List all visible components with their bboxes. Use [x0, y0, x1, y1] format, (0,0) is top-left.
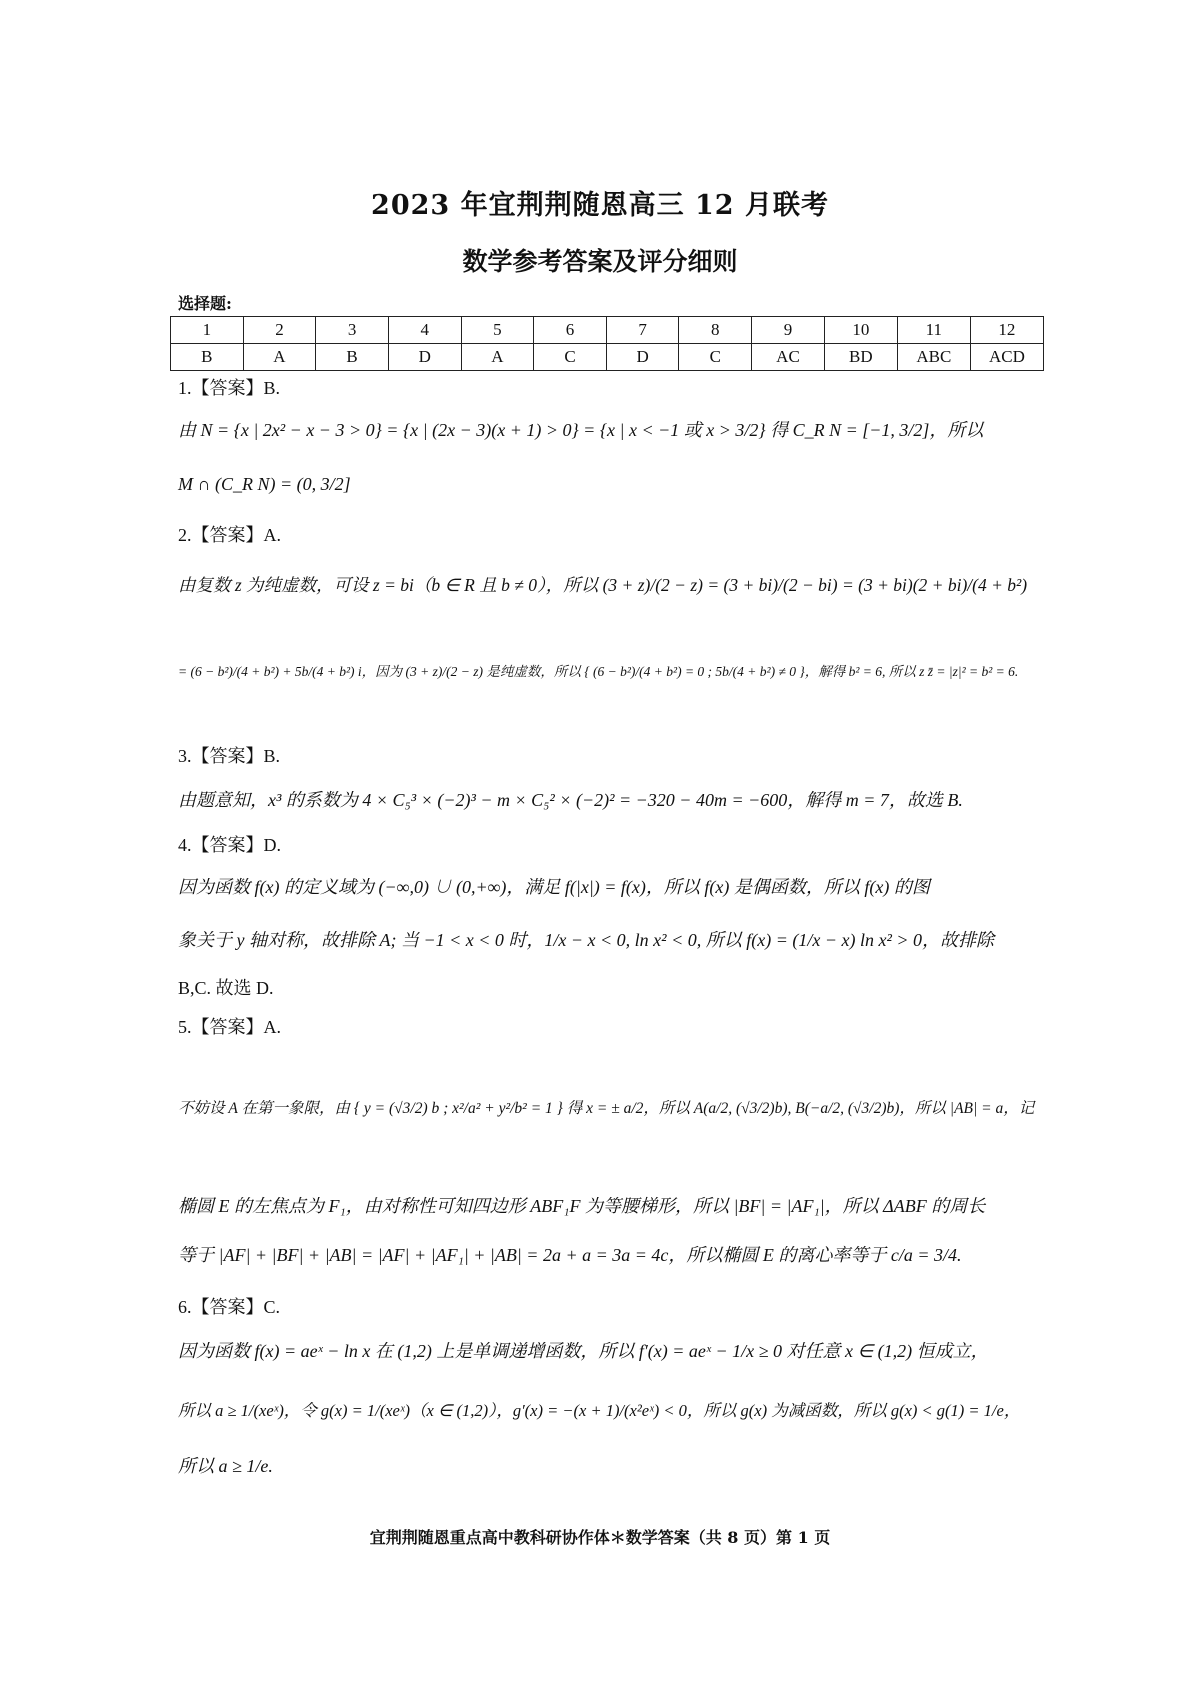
answer-cell: ABC — [897, 344, 970, 371]
q5-solution-line-3: 等于 |AF| + |BF| + |AB| = |AF| + |AF₁| + |AB| = 2a + a = 3a = 4c，所以椭圆 E 的离心率等于 c/a = 3/4. — [178, 1245, 962, 1265]
question-number: 12 — [970, 317, 1043, 344]
q3-heading: 3.【答案】B. — [178, 746, 281, 766]
question-number: 8 — [679, 317, 752, 344]
question-number: 3 — [316, 317, 389, 344]
q1-solution-line-1: 由 N = {x | 2x² − x − 3 > 0} = {x | (2x − 3)(x + 1) > 0} = {x | x < −1 或 x > 3/2} 得 C_R N = [−1, 3/2]，所以 — [178, 420, 984, 440]
q5-solution-line-1: 不妨设 A 在第一象限，由 { y = (√3/2) b ; x²/a² + y²/b² = 1 } 得 x = ± a/2，所以 A(a/2, (√3/2)b), B(−a/2, (√3/2)b)，所以 |AB| = a，记 — [178, 1100, 1035, 1117]
q4-solution-line-2: 象关于 y 轴对称，故排除 A; 当 −1 < x < 0 时，1/x − x < 0, ln x² < 0, 所以 f(x) = (1/x − x) ln x² > 0，故排除 — [178, 930, 994, 950]
q5-solution-line-2: 椭圆 E 的左焦点为 F₁，由对称性可知四边形 ABF₁F 为等腰梯形，所以 |BF| = |AF₁|，所以 ΔABF 的周长 — [178, 1196, 986, 1216]
q3-solution-line-1: 由题意知，x³ 的系数为 4 × C₅³ × (−2)³ − m × C₅² × (−2)² = −320 − 40m = −600，解得 m = 7，故选 B. — [178, 790, 963, 810]
answer-cell: C — [679, 344, 752, 371]
question-number: 5 — [461, 317, 534, 344]
q6-solution-line-1: 因为函数 f(x) = aeˣ − ln x 在 (1,2) 上是单调递增函数，所以 f′(x) = aeˣ − 1/x ≥ 0 对任意 x ∈ (1,2) 恒成立， — [178, 1341, 989, 1361]
answer-cell: ACD — [970, 344, 1043, 371]
question-number: 9 — [752, 317, 825, 344]
question-number: 4 — [388, 317, 461, 344]
answer-table — [170, 316, 1044, 371]
answer-cell: D — [606, 344, 679, 371]
question-number: 2 — [243, 317, 316, 344]
answer-cell: BD — [824, 344, 897, 371]
q4-heading: 4.【答案】D. — [178, 835, 281, 855]
question-number: 7 — [606, 317, 679, 344]
answer-cell: B — [171, 344, 244, 371]
answer-cell: AC — [752, 344, 825, 371]
q4-solution-line-3: B,C. 故选 D. — [178, 978, 274, 998]
q1-solution-line-2: M ∩ (C_R N) = (0, 3/2] — [178, 474, 351, 494]
q4-solution-line-1: 因为函数 f(x) 的定义域为 (−∞,0) ∪ (0,+∞)，满足 f(|x|) = f(x)，所以 f(x) 是偶函数，所以 f(x) 的图 — [178, 877, 930, 897]
q5-heading: 5.【答案】A. — [178, 1017, 281, 1037]
answer-cell: D — [388, 344, 461, 371]
q6-solution-line-2: 所以 a ≥ 1/(xeˣ)，令 g(x) = 1/(xeˣ)（x ∈ (1,2)），g′(x) = −(x + 1)/(x²eˣ) < 0，所以 g(x) 为减函数，所以 g(x) < g(1) = 1/e， — [178, 1401, 1021, 1420]
answer-table-number-row — [171, 317, 1044, 344]
q2-solution-line-2: = (6 − b²)/(4 + b²) + 5b/(4 + b²) i，因为 (3 + z)/(2 − z) 是纯虚数，所以 { (6 − b²)/(4 + b²) = 0 ; 5b/(4 + b²) ≠ 0 }，解得 b² = 6, 所以 z z̄ = |z|² = b² = 6. — [178, 664, 1019, 679]
page-subtitle: 数学参考答案及评分细则 — [462, 247, 738, 276]
page-footer: 宜荆荆随恩重点高中教科研协作体＊数学答案（共 8 页）第 1 页 — [369, 1528, 831, 1547]
question-number: 11 — [897, 317, 970, 344]
answer-table-answer-row — [171, 344, 1044, 371]
question-number: 10 — [824, 317, 897, 344]
q2-heading: 2.【答案】A. — [178, 525, 281, 545]
answer-cell: B — [316, 344, 389, 371]
section-label: 选择题: — [178, 294, 232, 313]
answer-cell: A — [243, 344, 316, 371]
q6-solution-line-3: 所以 a ≥ 1/e. — [178, 1456, 273, 1476]
answer-cell: C — [534, 344, 607, 371]
q6-heading: 6.【答案】C. — [178, 1297, 281, 1317]
answer-cell: A — [461, 344, 534, 371]
question-number: 1 — [171, 317, 244, 344]
page-title: 2023 年宜荆荆随恩高三 12 月联考 — [371, 190, 829, 221]
q1-heading: 1.【答案】B. — [178, 378, 281, 398]
q2-solution-line-1: 由复数 z 为纯虚数，可设 z = bi（b ∈ R 且 b ≠ 0），所以 (3 + z)/(2 − z) = (3 + bi)/(2 − bi) = (3 + bi)(2 + bi)/(4 + b²) — [178, 575, 1028, 595]
question-number: 6 — [534, 317, 607, 344]
